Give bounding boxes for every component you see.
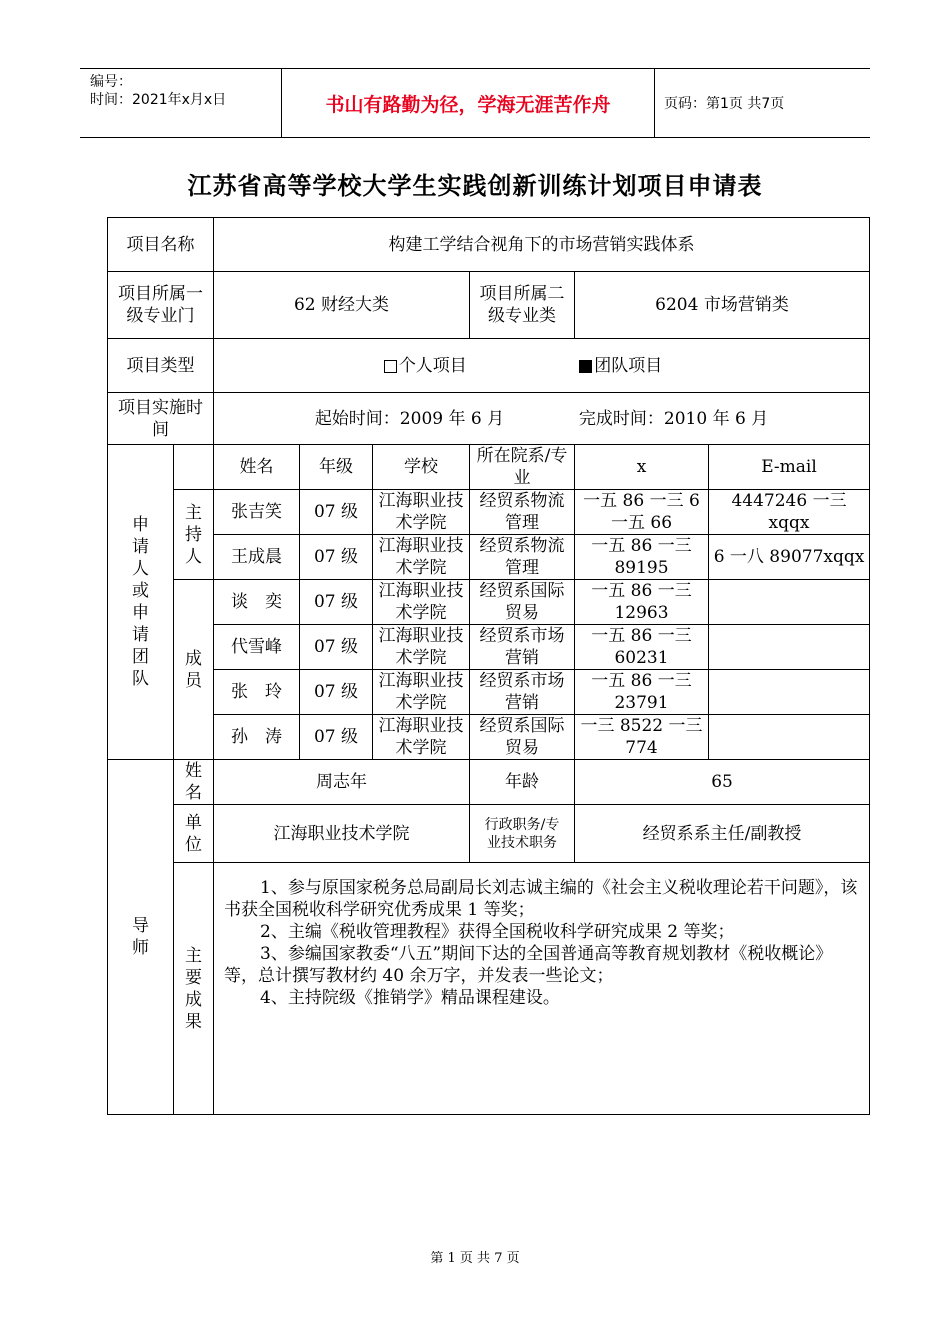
member-name: 代雪峰 xyxy=(214,625,300,670)
project-name-label: 项目名称 xyxy=(108,218,214,272)
member-dept: 经贸系市场营销 xyxy=(470,625,575,670)
category1-label: 项目所属一级专业门 xyxy=(108,272,214,339)
form-title: 江苏省高等学校大学生实践创新训练计划项目申请表 xyxy=(187,172,763,200)
project-period-row xyxy=(108,393,870,445)
category1-value: 62 财经大类 xyxy=(214,272,470,339)
table-row xyxy=(108,490,870,535)
project-category-row xyxy=(108,272,870,339)
member-school: 江海职业技术学院 xyxy=(373,625,470,670)
advisor-position-label: 行政职务/专业技术职务 xyxy=(470,805,575,863)
advisor-section-label: 导师 xyxy=(108,760,174,1115)
host-name: 张吉笑 xyxy=(214,490,300,535)
host-school: 江海职业技术学院 xyxy=(373,490,470,535)
member-school: 江海职业技术学院 xyxy=(373,715,470,760)
member-phone: 一五 86 一三 60231 xyxy=(575,625,709,670)
advisor-name-label: 姓名 xyxy=(174,760,214,805)
achievement-item: 2、主编《税收管理教程》获得全国税收科学研究成果 2 等奖； xyxy=(260,922,735,942)
advisor-age-label: 年龄 xyxy=(470,760,575,805)
member-phone: 一五 86 一三 12963 xyxy=(575,580,709,625)
member-grade: 07 级 xyxy=(300,670,373,715)
checkbox-personal-icon xyxy=(384,360,397,373)
member-name: 孙 涛 xyxy=(214,715,300,760)
member-email xyxy=(709,580,870,625)
document-date: 时间：2021年x月x日 xyxy=(90,92,227,108)
end-time: 完成时间：2010 年 6 月 xyxy=(578,408,769,429)
col-header-dept: 所在院系/专业 xyxy=(470,445,575,490)
advisor-position-value: 经贸系系主任/副教授 xyxy=(575,805,870,863)
header-motto: 书山有路勤为径，学海无涯苦作舟 xyxy=(282,69,655,137)
member-grade: 07 级 xyxy=(300,715,373,760)
table-row xyxy=(108,715,870,760)
host-label: 主持人 xyxy=(174,490,214,580)
member-email xyxy=(709,670,870,715)
achievement-item: 3、参编国家教委“八五”期间下达的全国普通高等教育规划教材《税收概论》等，总计撰写教材约 40 余万字，并发表一些论文； xyxy=(224,944,833,986)
table-row xyxy=(108,670,870,715)
advisor-achievements-text xyxy=(214,863,870,1115)
col-header-email: E-mail xyxy=(709,445,870,490)
member-name: 张 玲 xyxy=(214,670,300,715)
category2-value: 6204 市场营销类 xyxy=(575,272,870,339)
table-row xyxy=(108,535,870,580)
project-type-options xyxy=(214,339,870,393)
col-header-school: 学校 xyxy=(373,445,470,490)
col-header-grade: 年级 xyxy=(300,445,373,490)
header-page-number: 页码：第1页 共7页 xyxy=(664,96,785,112)
host-school: 江海职业技术学院 xyxy=(373,535,470,580)
host-grade: 07 级 xyxy=(300,490,373,535)
col-header-phone: x xyxy=(575,445,709,490)
type-team-label: 团队项目 xyxy=(594,355,663,376)
project-period-label: 项目实施时 间 xyxy=(108,393,214,445)
col-header-name: 姓名 xyxy=(214,445,300,490)
project-type-label: 项目类型 xyxy=(108,339,214,393)
start-time: 起始时间：2009 年 6 月 xyxy=(314,408,505,429)
page-footer: 第 1 页 共 7 页 xyxy=(430,1251,520,1266)
member-school: 江海职业技术学院 xyxy=(373,670,470,715)
checkbox-team-checked-icon xyxy=(579,360,592,373)
advisor-achievements-row xyxy=(108,863,870,1115)
advisor-achievements-label: 主要成果 xyxy=(174,863,214,1115)
advisor-name-value: 周志年 xyxy=(214,760,470,805)
advisor-unit-row xyxy=(108,805,870,863)
project-period-values xyxy=(214,393,870,445)
member-dept: 经贸系市场营销 xyxy=(470,670,575,715)
member-grade: 07 级 xyxy=(300,580,373,625)
host-dept: 经贸系物流管理 xyxy=(470,535,575,580)
page-header xyxy=(80,68,870,138)
host-email: 4447246 一三 xqqx xyxy=(709,490,870,535)
document-number: 编号： xyxy=(90,74,132,90)
advisor-unit-value: 江海职业技术学院 xyxy=(214,805,470,863)
member-label: 成员 xyxy=(174,580,214,760)
achievement-item: 1、参与原国家税务总局副局长刘志诚主编的《社会主义税收理论若干问题》，该书获全国税收科学研究优秀成果 1 等奖； xyxy=(224,878,858,920)
team-section-label: 申请人或申请团队 xyxy=(108,445,174,760)
header-meta xyxy=(80,69,282,137)
table-row xyxy=(108,580,870,625)
application-form-table xyxy=(107,217,870,1115)
type-personal-label: 个人项目 xyxy=(398,355,467,376)
team-header-row xyxy=(108,445,870,490)
project-name-value: 构建工学结合视角下的市场营销实践体系 xyxy=(214,218,870,272)
team-header-blank xyxy=(174,445,214,490)
project-name-row xyxy=(108,218,870,272)
category2-label: 项目所属二级专业类 xyxy=(470,272,575,339)
member-school: 江海职业技术学院 xyxy=(373,580,470,625)
host-grade: 07 级 xyxy=(300,535,373,580)
host-email: 6 一八 89077xqqx xyxy=(709,535,870,580)
achievement-item: 4、主持院级《推销学》精品课程建设。 xyxy=(260,988,560,1008)
advisor-name-row xyxy=(108,760,870,805)
member-phone: 一五 86 一三 23791 xyxy=(575,670,709,715)
member-email xyxy=(709,715,870,760)
member-dept: 经贸系国际贸易 xyxy=(470,580,575,625)
member-grade: 07 级 xyxy=(300,625,373,670)
advisor-age-value: 65 xyxy=(575,760,870,805)
host-phone: 一五 86 一三 6 一五 66 xyxy=(575,490,709,535)
host-phone: 一五 86 一三 89195 xyxy=(575,535,709,580)
host-dept: 经贸系物流管理 xyxy=(470,490,575,535)
member-email xyxy=(709,625,870,670)
member-dept: 经贸系国际贸易 xyxy=(470,715,575,760)
member-name: 谈 奕 xyxy=(214,580,300,625)
host-name: 王成晨 xyxy=(214,535,300,580)
member-phone: 一三 8522 一三 774 xyxy=(575,715,709,760)
advisor-unit-label: 单位 xyxy=(174,805,214,863)
table-row xyxy=(108,625,870,670)
project-type-row xyxy=(108,339,870,393)
